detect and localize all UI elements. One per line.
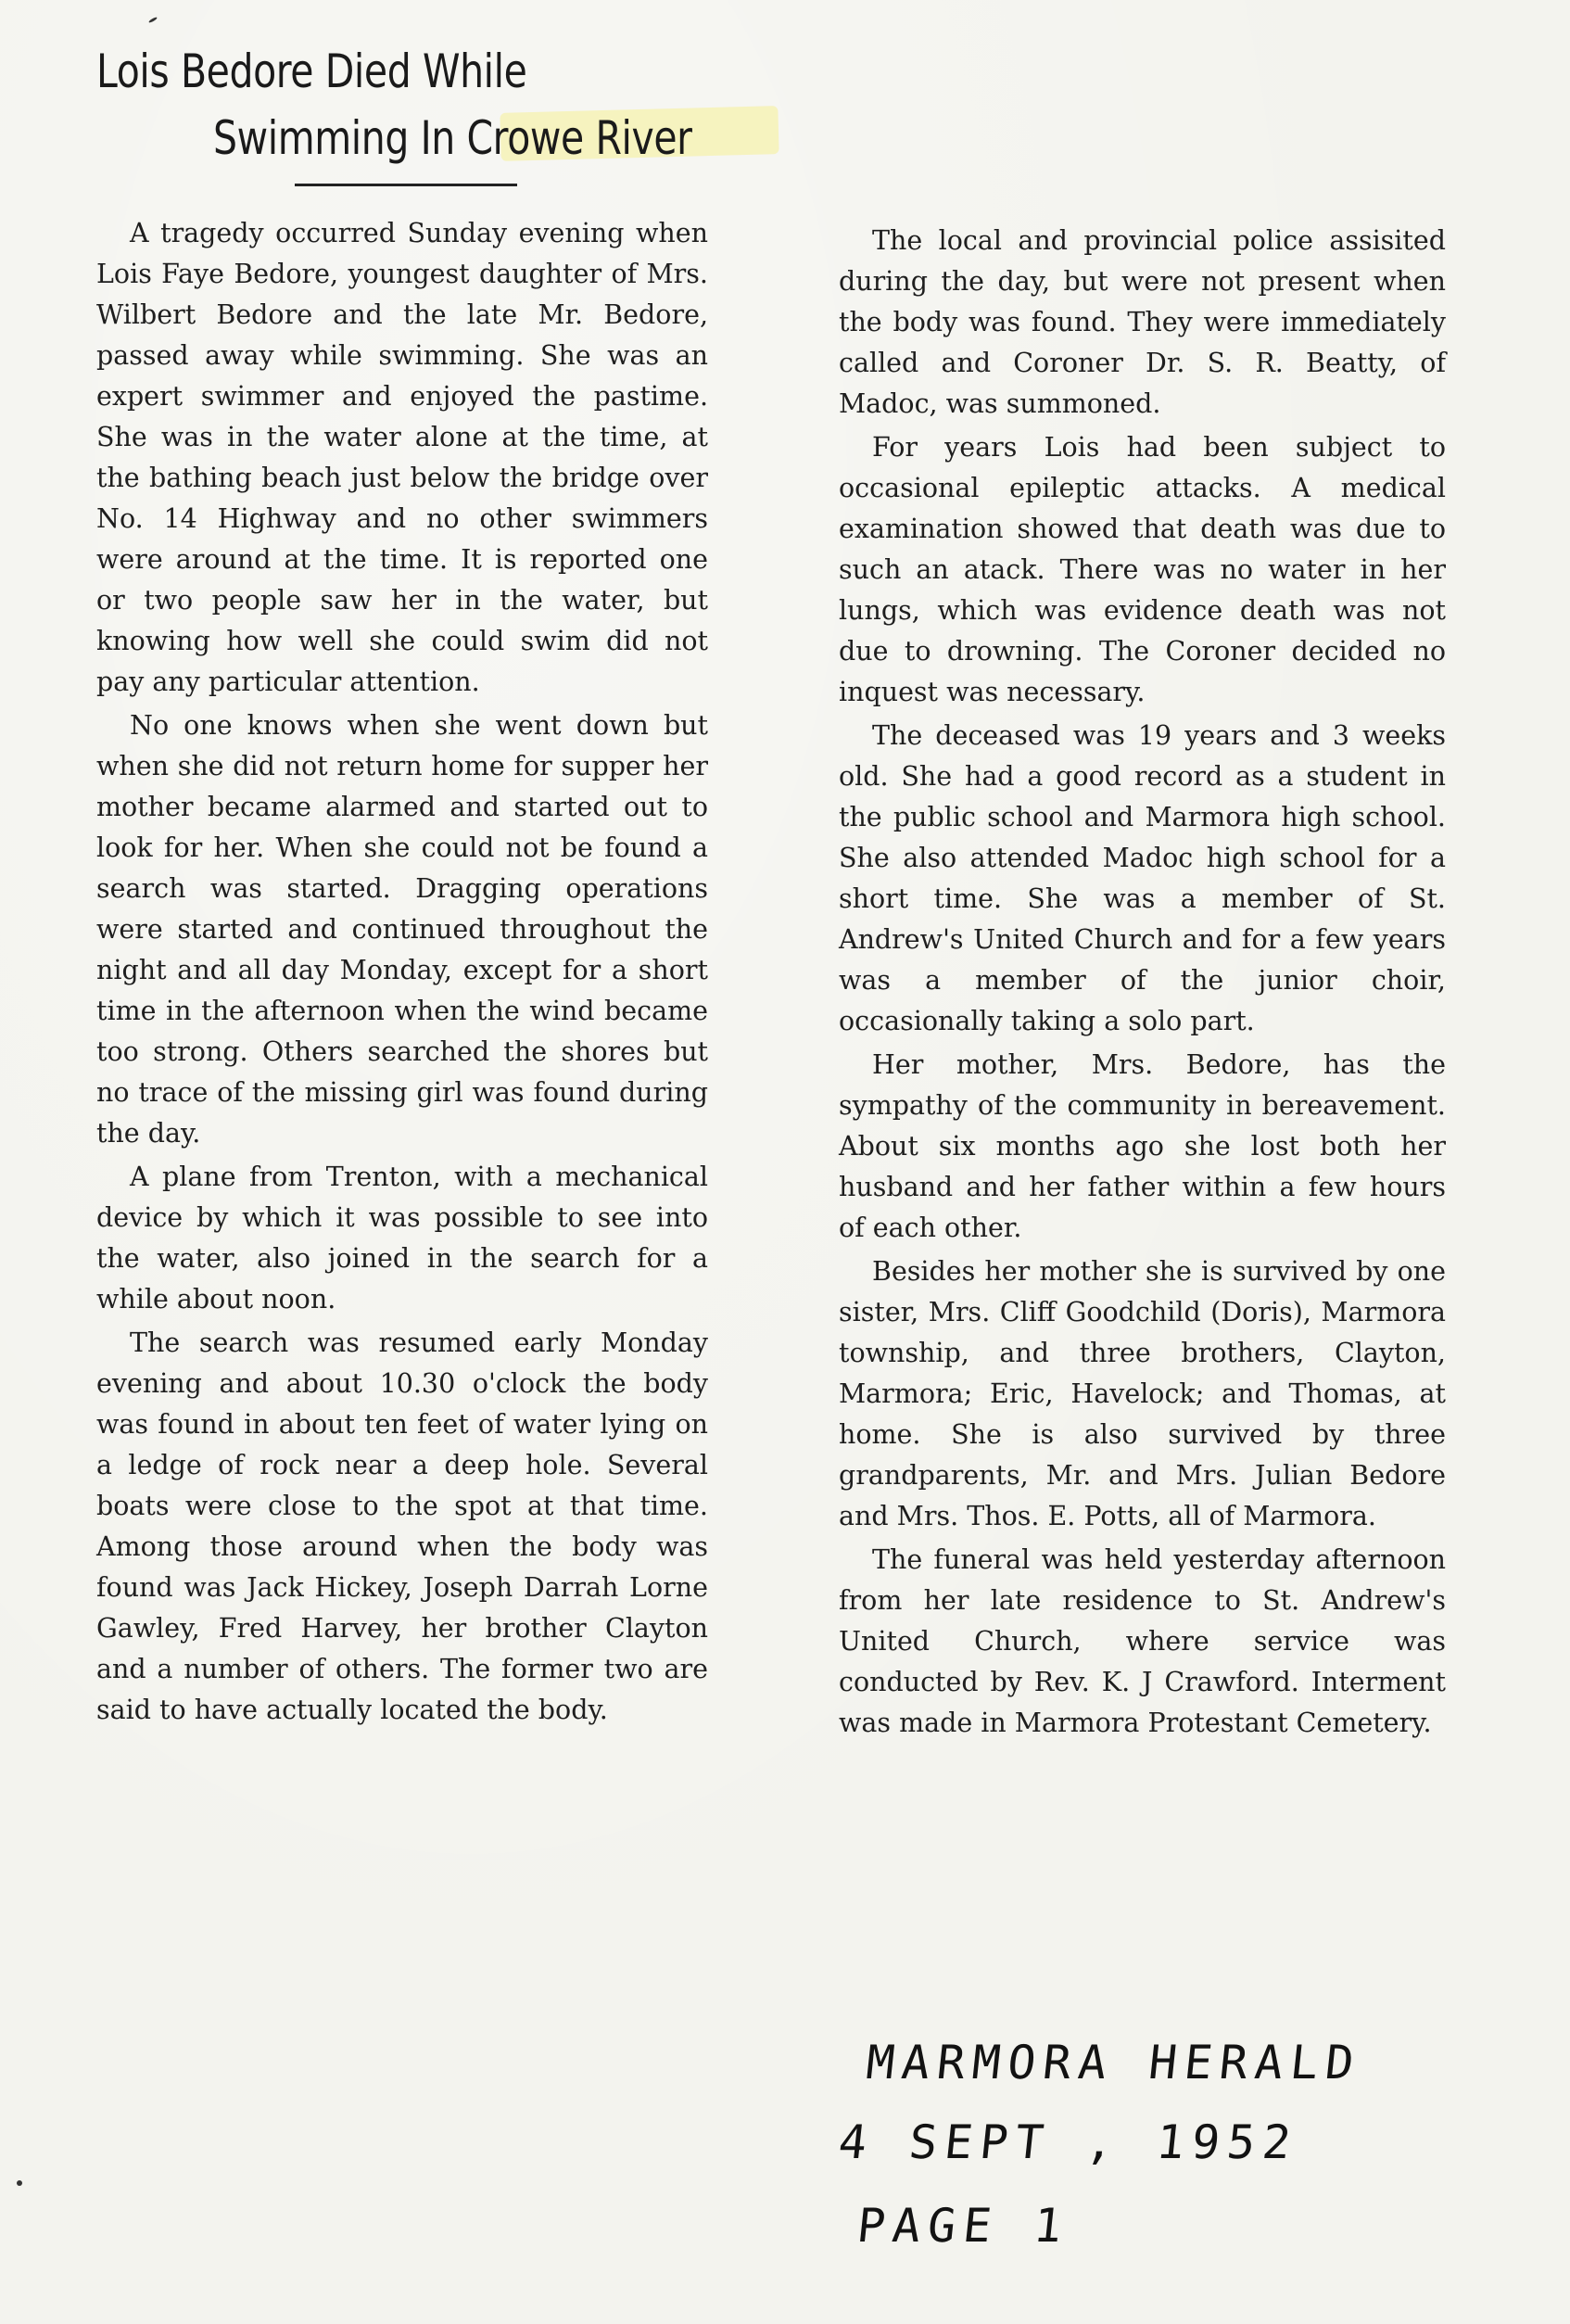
headline-line-1: Lois Bedore Died While — [96, 44, 527, 98]
article-left-column — [96, 213, 708, 1731]
article-right-column — [839, 221, 1446, 1744]
paragraph: The funeral was held yesterday afternoon from her late residence to St. Andrew's United Church, where service was conducted by Rev. K. J Crawford. Interment was made in Marmora Protestant Cemetery. — [839, 1544, 1446, 1738]
paragraph: For years Lois had been subject to occasional epileptic attacks. A medical examination showed that death was due to such an atack. There was no water in her lungs, which was evidence death was not due to drowning. The Coroner decided no inquest was necessary. — [839, 432, 1446, 707]
paragraph: No one knows when she went down but when she did not return home for supper her mother became alarmed and started out to look for her. When she could not be found a search was started. Dragging operations were started and continued throughout the night and all day Monday, except for a short time in the afternoon when the wind became too strong. Others searched the shores but no trace of the missing girl was found during the day. — [96, 710, 708, 1149]
paragraph: The deceased was 19 years and 3 weeks old. She had a good record as a student in the public school and Marmora high school. She also attended Madoc high school for a short time. She was a member of St. Andrew's United Church and for a few years was a member of the junior choir, occasionally taking a solo part. — [839, 720, 1446, 1036]
ink-speck — [148, 17, 158, 24]
handwritten-page: PAGE 1 — [854, 2199, 1072, 2253]
headline-line-2: Swimming In Crowe River — [213, 111, 692, 165]
paragraph: Her mother, Mrs. Bedore, has the sympathy of the community in bereavement. About six months ago she lost both her husband and her father within a few hours of each other. — [839, 1049, 1446, 1243]
handwritten-source: MARMORA HERALD — [863, 2036, 1364, 2089]
paragraph: The local and provincial police assisited during the day, but were not present when the body was found. They were immediately called and Coroner Dr. S. R. Beatty, of Madoc, was summoned. — [839, 225, 1446, 419]
ink-speck — [17, 2180, 22, 2186]
paragraph: Besides her mother she is survived by one sister, Mrs. Cliff Goodchild (Doris), Marmora township, and three brothers, Clayton, Marmora; Eric, Havelock; and Thomas, at home. She is also survived by three grandparents, Mr. and Mrs. Julian Bedore and Mrs. Thos. E. Potts, all of Marmora. — [839, 1256, 1446, 1531]
paragraph: A tragedy occurred Sunday evening when Lois Faye Bedore, youngest daughter of Mrs. Wilbert Bedore and the late Mr. Bedore, passed away while swimming. She was an expert swimmer and enjoyed the pastime. She was in the water alone at the time, at the bathing beach just below the bridge over No. 14 Highway and no other swimmers were around at the time. It is reported one or two people saw her in the water, but knowing how well she could swim did not pay any particular attention. — [96, 218, 708, 697]
paragraph: The search was resumed early Monday evening and about 10.30 o'clock the body was found in about ten feet of water lying on a ledge of rock near a deep hole. Several boats were close to the spot at that time. Among those around when the body was found was Jack Hickey, Joseph Darrah Lorne Gawley, Fred Harvey, her brother Clayton and a number of others. The former two are said to have actually located the body. — [96, 1327, 708, 1725]
paragraph: A plane from Trenton, with a mechanical device by which it was possible to see into the water, also joined in the search for a while about noon. — [96, 1162, 708, 1314]
handwritten-date: 4 SEPT , 1952 — [835, 2115, 1301, 2169]
headline-rule — [295, 184, 517, 186]
